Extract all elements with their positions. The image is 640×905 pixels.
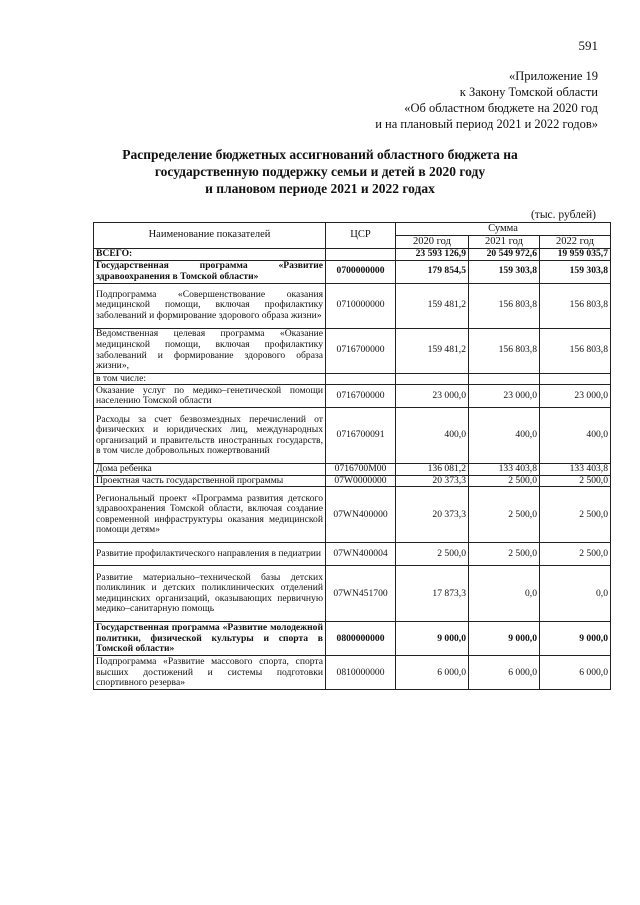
table-row: [94, 373, 611, 385]
row-value-2020: 9 000,0: [396, 622, 469, 656]
row-value-2022: 6 000,0: [540, 656, 611, 690]
title-line-3: и плановом периоде 2021 и 2022 годах: [205, 181, 435, 196]
row-name-cell: Подпрограмма «Совершенствование оказания медицинской помощи, включая профилактику заболеваний и формирование здорового образа жизни»: [94, 283, 326, 328]
row-value-2022: 400,0: [540, 408, 611, 464]
row-value-2020: 17 873,3: [396, 566, 469, 622]
row-name-cell: Проектная часть государственной программы: [94, 475, 326, 487]
units-label: (тыс. рублей): [530, 209, 596, 221]
row-value-2022: 2 500,0: [540, 475, 611, 487]
row-value-2021: 400,0: [469, 408, 540, 464]
row-name-cell: Развитие материально–технической базы детских поликлиник и детских поликлинических отделений медицинских организаций, оказывающих первичную медико–санитарную помощь: [94, 566, 326, 622]
row-value-2021: 2 500,0: [469, 543, 540, 566]
table-row: [94, 385, 611, 408]
row-name-cell: Развитие профилактического направления в педиатрии: [94, 543, 326, 566]
row-csr-cell: [326, 249, 396, 261]
row-name-cell: Ведомственная целевая программа «Оказание медицинской помощи, включая профилактику заболеваний и формирование здорового образа жизни»,: [94, 328, 326, 373]
row-name-cell: в том числе:: [94, 373, 326, 385]
title-line-1: Распределение бюджетных ассигнований областного бюджета на: [122, 147, 518, 162]
row-value-2021: 23 000,0: [469, 385, 540, 408]
row-csr-cell: 0716700000: [326, 385, 396, 408]
row-value-2021: 9 000,0: [469, 622, 540, 656]
table-row: [94, 566, 611, 622]
row-value-2022: 156 803,8: [540, 328, 611, 373]
row-csr-cell: 0716700М00: [326, 464, 396, 476]
row-name-cell: Оказание услуг по медико–генетической помощи населению Томской области: [94, 385, 326, 408]
table-row: [94, 622, 611, 656]
row-value-2021: 6 000,0: [469, 656, 540, 690]
row-value-2020: 136 081,2: [396, 464, 469, 476]
row-value-2022: 23 000,0: [540, 385, 611, 408]
row-value-2022: 2 500,0: [540, 543, 611, 566]
row-value-2020: 23 593 126,9: [396, 249, 469, 261]
table-row: [94, 487, 611, 543]
row-value-2020: 159 481,2: [396, 283, 469, 328]
row-name-cell: Региональный проект «Программа развития детского здравоохранения Томской области, включая создание современной инфраструктуры оказания медицинской помощи детям»: [94, 487, 326, 543]
row-value-2020: 2 500,0: [396, 543, 469, 566]
header-sum: Сумма: [396, 223, 611, 236]
row-value-2020: 400,0: [396, 408, 469, 464]
row-csr-cell: 0710000000: [326, 283, 396, 328]
row-name-cell: Дома ребенка: [94, 464, 326, 476]
header-csr: ЦСР: [326, 223, 396, 249]
row-value-2020: 20 373,3: [396, 487, 469, 543]
row-value-2021: 20 549 972,6: [469, 249, 540, 261]
table-row: [94, 249, 611, 261]
appendix-header: [375, 68, 598, 132]
title-line-2: государственную поддержку семьи и детей в 2020 году: [154, 164, 486, 179]
row-csr-cell: 07WN400000: [326, 487, 396, 543]
row-value-2021: 156 803,8: [469, 328, 540, 373]
appendix-line-2: к Закону Томской области: [459, 85, 598, 99]
row-value-2022: 19 959 035,7: [540, 249, 611, 261]
row-value-2020: 159 481,2: [396, 328, 469, 373]
appendix-line-1: «Приложение 19: [509, 69, 598, 83]
table-row: [94, 260, 611, 283]
row-value-2021: 159 303,8: [469, 260, 540, 283]
table-row: [94, 408, 611, 464]
row-value-2022: 133 403,8: [540, 464, 611, 476]
row-value-2020: 23 000,0: [396, 385, 469, 408]
row-value-2022: 2 500,0: [540, 487, 611, 543]
row-name-cell: ВСЕГО:: [94, 249, 326, 261]
row-csr-cell: 07W0000000: [326, 475, 396, 487]
row-csr-cell: [326, 373, 396, 385]
row-csr-cell: 0800000000: [326, 622, 396, 656]
row-value-2021: 2 500,0: [469, 475, 540, 487]
table-row: [94, 328, 611, 373]
row-value-2022: 9 000,0: [540, 622, 611, 656]
row-value-2021: [469, 373, 540, 385]
table-row: [94, 464, 611, 476]
row-csr-cell: 0716700091: [326, 408, 396, 464]
row-csr-cell: 0700000000: [326, 260, 396, 283]
table-row: [94, 283, 611, 328]
row-name-cell: Подпрограмма «Развитие массового спорта, спорта высших достижений и системы подготовки спортивного резерва»: [94, 656, 326, 690]
row-value-2021: 0,0: [469, 566, 540, 622]
row-csr-cell: 0716700000: [326, 328, 396, 373]
row-value-2021: 156 803,8: [469, 283, 540, 328]
row-csr-cell: 07WN451700: [326, 566, 396, 622]
header-year-2020: 2020 год: [396, 236, 469, 249]
table-row: [94, 656, 611, 690]
document-title: [90, 146, 550, 197]
row-value-2022: 0,0: [540, 566, 611, 622]
row-name-cell: Государственная программа «Развитие молодежной политики, физической культуры и спорта в Томской области»: [94, 622, 326, 656]
row-name-cell: Расходы за счет безвозмездных перечислений от физических и юридических лиц, международных организаций и правительств иностранных государств, в том числе добровольных пожертвований: [94, 408, 326, 464]
row-value-2020: 179 854,5: [396, 260, 469, 283]
row-value-2022: [540, 373, 611, 385]
header-year-2022: 2022 год: [540, 236, 611, 249]
row-value-2021: 133 403,8: [469, 464, 540, 476]
row-csr-cell: 07WN400004: [326, 543, 396, 566]
row-name-cell: Государственная программа «Развитие здравоохранения в Томской области»: [94, 260, 326, 283]
header-name: Наименование показателей: [94, 223, 326, 249]
row-value-2020: [396, 373, 469, 385]
row-value-2022: 156 803,8: [540, 283, 611, 328]
appendix-line-3: «Об областном бюджете на 2020 год: [404, 101, 598, 115]
row-value-2022: 159 303,8: [540, 260, 611, 283]
appendix-line-4: и на плановый период 2021 и 2022 годов»: [375, 117, 598, 131]
header-year-2021: 2021 год: [469, 236, 540, 249]
row-csr-cell: 0810000000: [326, 656, 396, 690]
table-row: [94, 475, 611, 487]
page-number: 591: [578, 38, 598, 53]
row-value-2021: 2 500,0: [469, 487, 540, 543]
row-value-2020: 6 000,0: [396, 656, 469, 690]
budget-table: [93, 222, 611, 690]
table-row: [94, 543, 611, 566]
row-value-2020: 20 373,3: [396, 475, 469, 487]
